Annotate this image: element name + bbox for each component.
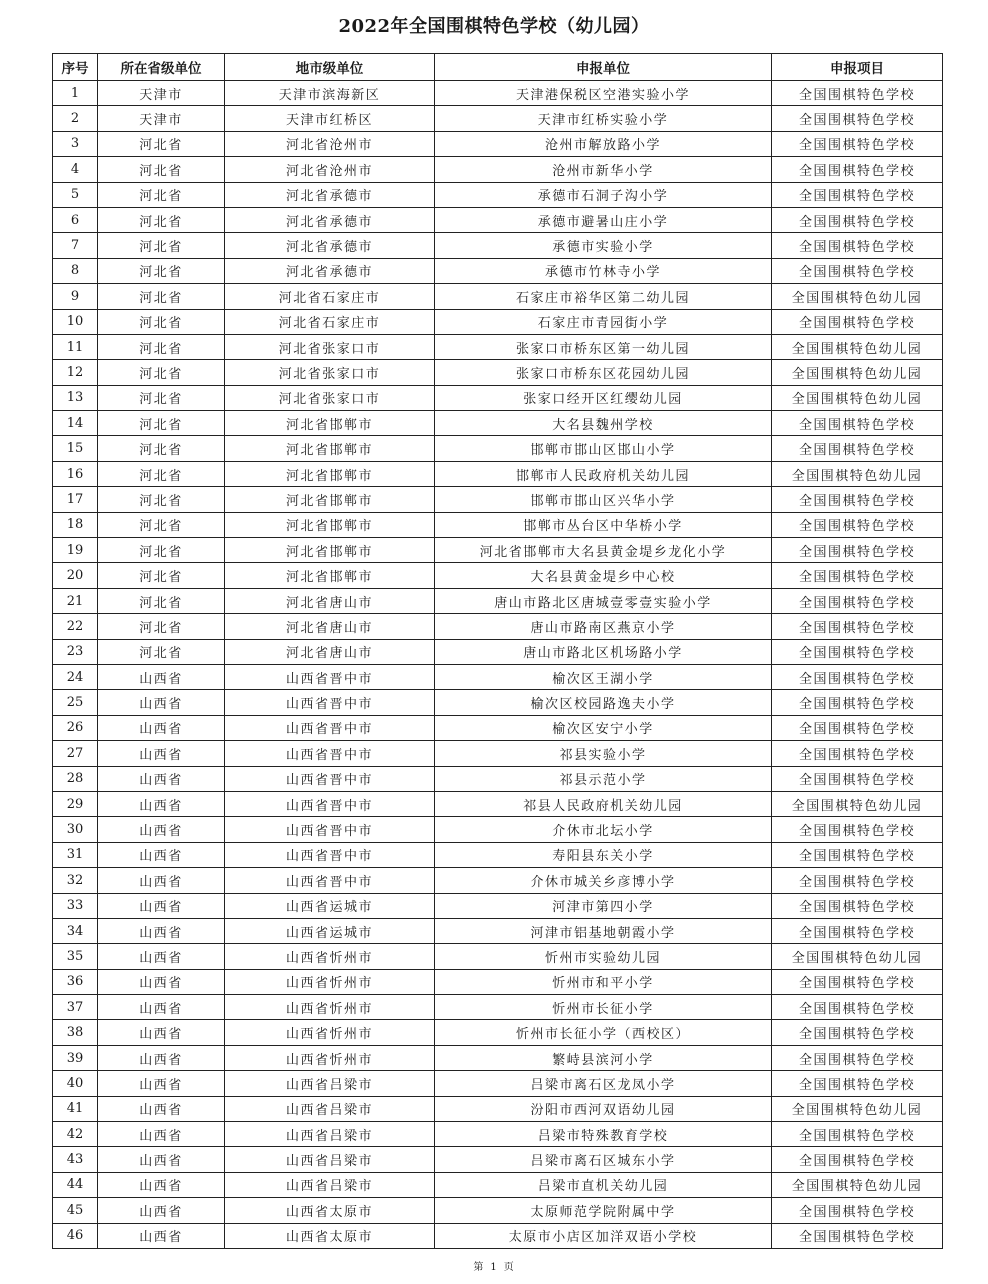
cell-city: 山西省太原市	[225, 1198, 435, 1223]
cell-applicant-unit: 太原市小店区加洋双语小学校	[435, 1223, 772, 1248]
table-row	[53, 1122, 943, 1147]
cell-applicant-unit: 繁峙县滨河小学	[435, 1045, 772, 1070]
cell-province: 河北省	[98, 563, 225, 588]
cell-applicant-unit: 太原师范学院附属中学	[435, 1198, 772, 1223]
cell-city: 山西省太原市	[225, 1223, 435, 1248]
cell-project: 全国围棋特色学校	[772, 81, 943, 106]
cell-project: 全国围棋特色学校	[772, 1122, 943, 1147]
cell-project: 全国围棋特色学校	[772, 588, 943, 613]
cell-serial-number: 27	[53, 741, 98, 766]
page-title: 2022年全国围棋特色学校（幼儿园）	[338, 16, 650, 37]
cell-applicant-unit: 邯郸市人民政府机关幼儿园	[435, 461, 772, 486]
cell-province: 河北省	[98, 614, 225, 639]
cell-serial-number: 2	[53, 106, 98, 131]
cell-city: 山西省吕梁市	[225, 1172, 435, 1197]
cell-province: 山西省	[98, 690, 225, 715]
cell-city: 河北省石家庄市	[225, 309, 435, 334]
cell-province: 河北省	[98, 334, 225, 359]
table-row	[53, 1172, 943, 1197]
cell-project: 全国围棋特色学校	[772, 106, 943, 131]
cell-province: 河北省	[98, 360, 225, 385]
cell-serial-number: 6	[53, 207, 98, 232]
cell-project: 全国围棋特色学校	[772, 868, 943, 893]
cell-applicant-unit: 沧州市新华小学	[435, 157, 772, 182]
cell-project: 全国围棋特色学校	[772, 131, 943, 156]
cell-project: 全国围棋特色学校	[772, 436, 943, 461]
cell-serial-number: 11	[53, 334, 98, 359]
cell-city: 河北省邯郸市	[225, 563, 435, 588]
cell-applicant-unit: 唐山市路北区机场路小学	[435, 639, 772, 664]
cell-city: 山西省晋中市	[225, 791, 435, 816]
cell-project: 全国围棋特色学校	[772, 918, 943, 943]
table-row	[53, 791, 943, 816]
cell-city: 河北省邯郸市	[225, 512, 435, 537]
cell-project: 全国围棋特色学校	[772, 563, 943, 588]
cell-city: 河北省石家庄市	[225, 284, 435, 309]
page-number: 1	[490, 1262, 498, 1273]
cell-province: 河北省	[98, 182, 225, 207]
cell-serial-number: 24	[53, 664, 98, 689]
cell-applicant-unit: 祁县实验小学	[435, 741, 772, 766]
table-row	[53, 766, 943, 791]
cell-serial-number: 1	[53, 81, 98, 106]
table-row	[53, 1096, 943, 1121]
cell-province: 天津市	[98, 106, 225, 131]
table-row	[53, 639, 943, 664]
cell-serial-number: 28	[53, 766, 98, 791]
cell-applicant-unit: 天津港保税区空港实验小学	[435, 81, 772, 106]
cell-applicant-unit: 榆次区安宁小学	[435, 715, 772, 740]
cell-serial-number: 16	[53, 461, 98, 486]
cell-applicant-unit: 承德市石洞子沟小学	[435, 182, 772, 207]
cell-applicant-unit: 吕梁市直机关幼儿园	[435, 1172, 772, 1197]
cell-serial-number: 21	[53, 588, 98, 613]
cell-city: 河北省邯郸市	[225, 461, 435, 486]
cell-province: 山西省	[98, 842, 225, 867]
cell-serial-number: 23	[53, 639, 98, 664]
cell-project: 全国围棋特色学校	[772, 157, 943, 182]
cell-project: 全国围棋特色学校	[772, 741, 943, 766]
cell-project: 全国围棋特色学校	[772, 614, 943, 639]
table-row	[53, 207, 943, 232]
table-row	[53, 715, 943, 740]
cell-serial-number: 31	[53, 842, 98, 867]
cell-city: 山西省忻州市	[225, 944, 435, 969]
table-row	[53, 690, 943, 715]
cell-project: 全国围棋特色幼儿园	[772, 1172, 943, 1197]
cell-province: 河北省	[98, 385, 225, 410]
cell-province: 山西省	[98, 918, 225, 943]
cell-serial-number: 5	[53, 182, 98, 207]
cell-project: 全国围棋特色学校	[772, 1147, 943, 1172]
cell-city: 山西省晋中市	[225, 715, 435, 740]
table-row	[53, 284, 943, 309]
cell-project: 全国围棋特色幼儿园	[772, 1096, 943, 1121]
table-row	[53, 182, 943, 207]
cell-serial-number: 35	[53, 944, 98, 969]
cell-applicant-unit: 榆次区王湖小学	[435, 664, 772, 689]
cell-serial-number: 25	[53, 690, 98, 715]
table-row	[53, 969, 943, 994]
cell-city: 河北省承德市	[225, 182, 435, 207]
page-footer	[0, 1258, 988, 1273]
cell-province: 山西省	[98, 944, 225, 969]
cell-city: 河北省邯郸市	[225, 411, 435, 436]
cell-serial-number: 33	[53, 893, 98, 918]
cell-province: 河北省	[98, 258, 225, 283]
cell-project: 全国围棋特色幼儿园	[772, 334, 943, 359]
cell-city: 山西省晋中市	[225, 766, 435, 791]
cell-applicant-unit: 忻州市实验幼儿园	[435, 944, 772, 969]
table-row	[53, 157, 943, 182]
cell-serial-number: 29	[53, 791, 98, 816]
cell-applicant-unit: 邯郸市丛台区中华桥小学	[435, 512, 772, 537]
cell-city: 河北省张家口市	[225, 334, 435, 359]
cell-project: 全国围棋特色学校	[772, 1045, 943, 1070]
cell-province: 河北省	[98, 538, 225, 563]
cell-city: 山西省晋中市	[225, 741, 435, 766]
cell-province: 河北省	[98, 411, 225, 436]
cell-serial-number: 46	[53, 1223, 98, 1248]
cell-city: 山西省晋中市	[225, 842, 435, 867]
table-row	[53, 233, 943, 258]
cell-province: 山西省	[98, 893, 225, 918]
cell-project: 全国围棋特色学校	[772, 233, 943, 258]
cell-applicant-unit: 大名县黄金堤乡中心校	[435, 563, 772, 588]
cell-applicant-unit: 吕梁市离石区城东小学	[435, 1147, 772, 1172]
cell-applicant-unit: 承德市竹林寺小学	[435, 258, 772, 283]
cell-project: 全国围棋特色学校	[772, 639, 943, 664]
cell-city: 河北省邯郸市	[225, 436, 435, 461]
cell-serial-number: 34	[53, 918, 98, 943]
cell-province: 河北省	[98, 436, 225, 461]
cell-province: 河北省	[98, 461, 225, 486]
cell-city: 河北省张家口市	[225, 385, 435, 410]
cell-project: 全国围棋特色学校	[772, 969, 943, 994]
table-row	[53, 741, 943, 766]
cell-project: 全国围棋特色学校	[772, 512, 943, 537]
cell-city: 河北省承德市	[225, 233, 435, 258]
cell-province: 河北省	[98, 512, 225, 537]
cell-city: 河北省唐山市	[225, 588, 435, 613]
cell-serial-number: 18	[53, 512, 98, 537]
cell-serial-number: 22	[53, 614, 98, 639]
cell-province: 河北省	[98, 639, 225, 664]
cell-city: 山西省吕梁市	[225, 1122, 435, 1147]
cell-serial-number: 3	[53, 131, 98, 156]
cell-applicant-unit: 唐山市路北区唐城壹零壹实验小学	[435, 588, 772, 613]
header-serial-number: 序号	[53, 54, 98, 81]
cell-province: 山西省	[98, 664, 225, 689]
table-row	[53, 817, 943, 842]
cell-project: 全国围棋特色幼儿园	[772, 791, 943, 816]
cell-city: 河北省承德市	[225, 207, 435, 232]
cell-applicant-unit: 忻州市和平小学	[435, 969, 772, 994]
cell-project: 全国围棋特色学校	[772, 411, 943, 436]
cell-province: 天津市	[98, 81, 225, 106]
table-row	[53, 131, 943, 156]
cell-province: 河北省	[98, 207, 225, 232]
cell-city: 山西省吕梁市	[225, 1071, 435, 1096]
cell-serial-number: 4	[53, 157, 98, 182]
cell-project: 全国围棋特色幼儿园	[772, 461, 943, 486]
cell-serial-number: 14	[53, 411, 98, 436]
cell-applicant-unit: 邯郸市邯山区邯山小学	[435, 436, 772, 461]
cell-serial-number: 45	[53, 1198, 98, 1223]
cell-province: 河北省	[98, 487, 225, 512]
cell-applicant-unit: 邯郸市邯山区兴华小学	[435, 487, 772, 512]
cell-serial-number: 20	[53, 563, 98, 588]
cell-city: 山西省运城市	[225, 918, 435, 943]
table-header	[53, 54, 943, 81]
table-row	[53, 944, 943, 969]
cell-project: 全国围棋特色学校	[772, 766, 943, 791]
cell-project: 全国围棋特色学校	[772, 258, 943, 283]
cell-project: 全国围棋特色学校	[772, 1198, 943, 1223]
table-row	[53, 918, 943, 943]
cell-applicant-unit: 吕梁市特殊教育学校	[435, 1122, 772, 1147]
cell-city: 山西省忻州市	[225, 969, 435, 994]
cell-applicant-unit: 张家口市桥东区花园幼儿园	[435, 360, 772, 385]
cell-project: 全国围棋特色学校	[772, 690, 943, 715]
cell-city: 山西省忻州市	[225, 1020, 435, 1045]
cell-province: 河北省	[98, 588, 225, 613]
cell-project: 全国围棋特色学校	[772, 1020, 943, 1045]
cell-project: 全国围棋特色学校	[772, 715, 943, 740]
cell-city: 河北省承德市	[225, 258, 435, 283]
header-project: 申报项目	[772, 54, 943, 81]
cell-province: 河北省	[98, 309, 225, 334]
cell-serial-number: 9	[53, 284, 98, 309]
header-province: 所在省级单位	[98, 54, 225, 81]
cell-project: 全国围棋特色学校	[772, 207, 943, 232]
cell-project: 全国围棋特色学校	[772, 538, 943, 563]
cell-applicant-unit: 介休市城关乡彦博小学	[435, 868, 772, 893]
cell-city: 山西省运城市	[225, 893, 435, 918]
cell-applicant-unit: 祁县示范小学	[435, 766, 772, 791]
cell-province: 山西省	[98, 1223, 225, 1248]
table-row	[53, 106, 943, 131]
cell-applicant-unit: 承德市避暑山庄小学	[435, 207, 772, 232]
cell-province: 山西省	[98, 1020, 225, 1045]
table-row	[53, 893, 943, 918]
table-row	[53, 614, 943, 639]
table-row	[53, 411, 943, 436]
cell-serial-number: 37	[53, 995, 98, 1020]
table-row	[53, 868, 943, 893]
cell-serial-number: 43	[53, 1147, 98, 1172]
cell-province: 山西省	[98, 817, 225, 842]
table-row	[53, 995, 943, 1020]
cell-province: 山西省	[98, 791, 225, 816]
cell-serial-number: 38	[53, 1020, 98, 1045]
cell-province: 山西省	[98, 1045, 225, 1070]
table-row	[53, 1198, 943, 1223]
cell-serial-number: 42	[53, 1122, 98, 1147]
cell-city: 山西省忻州市	[225, 995, 435, 1020]
cell-serial-number: 7	[53, 233, 98, 258]
cell-serial-number: 32	[53, 868, 98, 893]
cell-project: 全国围棋特色学校	[772, 842, 943, 867]
cell-applicant-unit: 河津市铝基地朝霞小学	[435, 918, 772, 943]
cell-applicant-unit: 河北省邯郸市大名县黄金堤乡龙化小学	[435, 538, 772, 563]
table-row	[53, 1071, 943, 1096]
cell-province: 山西省	[98, 1147, 225, 1172]
table-row	[53, 1045, 943, 1070]
cell-applicant-unit: 河津市第四小学	[435, 893, 772, 918]
cell-city: 山西省忻州市	[225, 1045, 435, 1070]
cell-city: 河北省唐山市	[225, 639, 435, 664]
cell-province: 山西省	[98, 1122, 225, 1147]
cell-applicant-unit: 张家口市桥东区第一幼儿园	[435, 334, 772, 359]
cell-applicant-unit: 榆次区校园路逸夫小学	[435, 690, 772, 715]
cell-serial-number: 39	[53, 1045, 98, 1070]
table-row	[53, 563, 943, 588]
cell-project: 全国围棋特色幼儿园	[772, 284, 943, 309]
school-list-table	[52, 53, 943, 1249]
cell-applicant-unit: 祁县人民政府机关幼儿园	[435, 791, 772, 816]
cell-serial-number: 10	[53, 309, 98, 334]
header-applicant-unit: 申报单位	[435, 54, 772, 81]
table-row	[53, 81, 943, 106]
cell-province: 河北省	[98, 131, 225, 156]
cell-city: 河北省唐山市	[225, 614, 435, 639]
cell-applicant-unit: 忻州市长征小学（西校区）	[435, 1020, 772, 1045]
table-row	[53, 360, 943, 385]
cell-applicant-unit: 汾阳市西河双语幼儿园	[435, 1096, 772, 1121]
cell-applicant-unit: 唐山市路南区燕京小学	[435, 614, 772, 639]
cell-applicant-unit: 大名县魏州学校	[435, 411, 772, 436]
cell-city: 天津市红桥区	[225, 106, 435, 131]
table-row	[53, 538, 943, 563]
table-row	[53, 842, 943, 867]
cell-province: 山西省	[98, 1071, 225, 1096]
cell-city: 山西省晋中市	[225, 817, 435, 842]
header-row	[53, 54, 943, 81]
table-row	[53, 385, 943, 410]
cell-city: 山西省吕梁市	[225, 1096, 435, 1121]
cell-serial-number: 40	[53, 1071, 98, 1096]
cell-serial-number: 41	[53, 1096, 98, 1121]
cell-serial-number: 13	[53, 385, 98, 410]
table-row	[53, 258, 943, 283]
cell-serial-number: 19	[53, 538, 98, 563]
cell-project: 全国围棋特色学校	[772, 995, 943, 1020]
cell-serial-number: 36	[53, 969, 98, 994]
table-row	[53, 588, 943, 613]
cell-applicant-unit: 寿阳县东关小学	[435, 842, 772, 867]
cell-province: 山西省	[98, 1198, 225, 1223]
cell-project: 全国围棋特色学校	[772, 182, 943, 207]
cell-province: 山西省	[98, 995, 225, 1020]
cell-project: 全国围棋特色学校	[772, 309, 943, 334]
cell-project: 全国围棋特色学校	[772, 487, 943, 512]
cell-province: 山西省	[98, 969, 225, 994]
cell-project: 全国围棋特色学校	[772, 1071, 943, 1096]
cell-city: 山西省晋中市	[225, 868, 435, 893]
cell-city: 河北省张家口市	[225, 360, 435, 385]
table-row	[53, 1147, 943, 1172]
table-row	[53, 436, 943, 461]
cell-project: 全国围棋特色幼儿园	[772, 385, 943, 410]
cell-project: 全国围棋特色学校	[772, 1223, 943, 1248]
table-row	[53, 461, 943, 486]
cell-applicant-unit: 吕梁市离石区龙凤小学	[435, 1071, 772, 1096]
table-row	[53, 512, 943, 537]
cell-province: 山西省	[98, 766, 225, 791]
cell-applicant-unit: 沧州市解放路小学	[435, 131, 772, 156]
table-row	[53, 487, 943, 512]
cell-serial-number: 15	[53, 436, 98, 461]
cell-applicant-unit: 石家庄市裕华区第二幼儿园	[435, 284, 772, 309]
cell-applicant-unit: 介休市北坛小学	[435, 817, 772, 842]
cell-province: 山西省	[98, 715, 225, 740]
cell-province: 山西省	[98, 1096, 225, 1121]
cell-project: 全国围棋特色学校	[772, 817, 943, 842]
table-row	[53, 1020, 943, 1045]
cell-applicant-unit: 承德市实验小学	[435, 233, 772, 258]
cell-province: 山西省	[98, 868, 225, 893]
cell-serial-number: 26	[53, 715, 98, 740]
cell-serial-number: 12	[53, 360, 98, 385]
table-row	[53, 664, 943, 689]
cell-applicant-unit: 张家口经开区红缨幼儿园	[435, 385, 772, 410]
header-city: 地市级单位	[225, 54, 435, 81]
cell-province: 河北省	[98, 233, 225, 258]
table-body	[53, 81, 943, 1249]
cell-project: 全国围棋特色学校	[772, 664, 943, 689]
cell-applicant-unit: 天津市红桥实验小学	[435, 106, 772, 131]
table-row	[53, 309, 943, 334]
table-row	[53, 1223, 943, 1248]
cell-city: 天津市滨海新区	[225, 81, 435, 106]
cell-serial-number: 44	[53, 1172, 98, 1197]
cell-city: 河北省邯郸市	[225, 538, 435, 563]
cell-serial-number: 17	[53, 487, 98, 512]
table-row	[53, 334, 943, 359]
cell-project: 全国围棋特色学校	[772, 893, 943, 918]
cell-province: 山西省	[98, 741, 225, 766]
cell-city: 山西省晋中市	[225, 664, 435, 689]
cell-city: 河北省邯郸市	[225, 487, 435, 512]
cell-project: 全国围棋特色幼儿园	[772, 944, 943, 969]
cell-serial-number: 8	[53, 258, 98, 283]
cell-city: 山西省吕梁市	[225, 1147, 435, 1172]
cell-province: 河北省	[98, 157, 225, 182]
cell-city: 山西省晋中市	[225, 690, 435, 715]
cell-applicant-unit: 忻州市长征小学	[435, 995, 772, 1020]
cell-province: 河北省	[98, 284, 225, 309]
cell-city: 河北省沧州市	[225, 131, 435, 156]
cell-city: 河北省沧州市	[225, 157, 435, 182]
page-footer-prefix: 第	[473, 1262, 485, 1273]
cell-applicant-unit: 石家庄市青园街小学	[435, 309, 772, 334]
page-footer-suffix: 页	[503, 1262, 515, 1273]
cell-project: 全国围棋特色幼儿园	[772, 360, 943, 385]
cell-province: 山西省	[98, 1172, 225, 1197]
cell-serial-number: 30	[53, 817, 98, 842]
